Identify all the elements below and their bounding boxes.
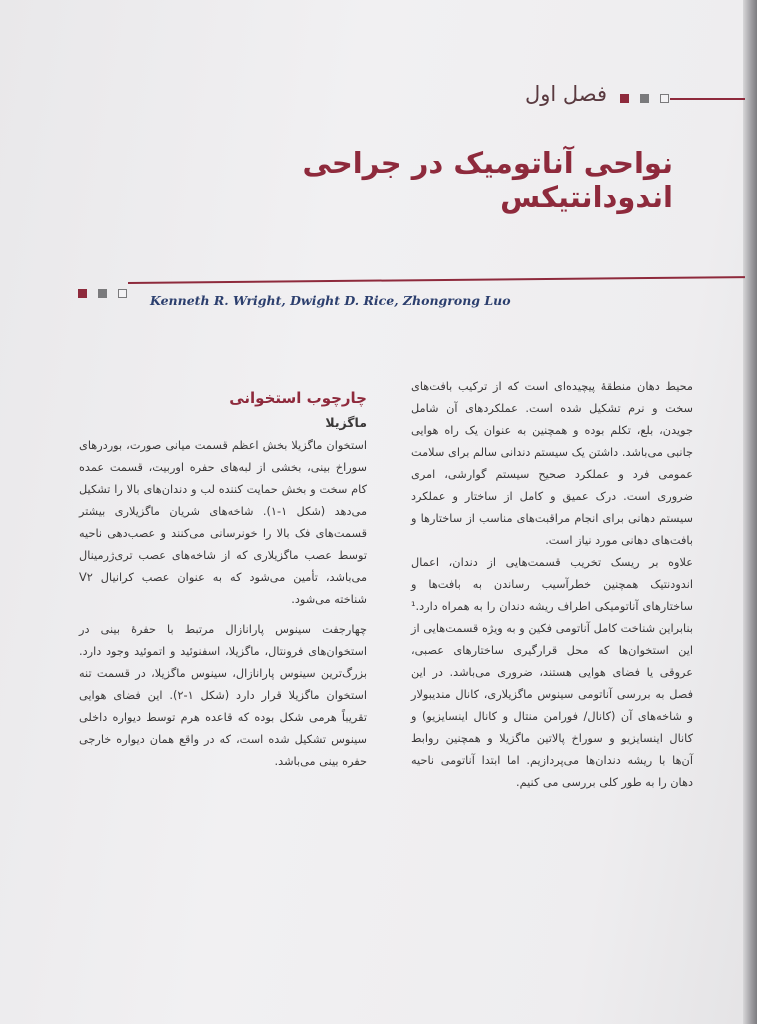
maxilla-paragraph-1: استخوان ماگزیلا بخش اعظم قسمت میانی صورت، بوردرهای سوراخ بینی، بخشی از لبه‌های حفره اوربیت، قسمت عمده کام سخت و بخش حمایت کننده لب و دندان‌های بالا را تشکیل می‌دهد (شکل ۱-۱). شاخه‌های شریان ماگزیلاری بیشتر قسمت‌های فک بالا را خونرسانی می‌کنند و عصب‌دهی ناحیه توسط عصب ماگزیلاری که از شاخه‌های عصب تری‌ژرمینال می‌باشد، تأمین می‌شود که به عنوان عصب کرانیال V۲ شناخته می‌شود. — [79, 439, 367, 606]
author-square-gray — [98, 289, 107, 298]
intro-paragraph-2: علاوه بر ریسک تخریب قسمت‌هایی از دندان، اعمال اندودنتیک همچنین خطرآسیب رساندن به بافت‌ها و ساختارهای آناتومیکی اطراف ریشه دندان را به همراه دارد.¹ بنابراین شناخت کامل آناتومی فکین و به ویژه قسمت‌هایی از این استخوان‌ها که محل قرارگیری ساختارهای عصبی، عروقی یا فضای هوایی هستند، ضروری می‌باشد. در این فصل به بررسی آناتومی سینوس ماگزیلاری، کانال مندیبولار و شاخه‌های آن (کانال/ فورامن منتال و کانال اینسایزیو) و کانال اینسایزیو و سوراخ پالاتین ماگزیلا و همچنین روابط آن‌ها با ریشه دندان‌ها می‌پردازیم. اما ابتدا آناتومی ناحیه دهان را به طور کلی بررسی می کنیم. — [411, 556, 693, 789]
authors-line: Kenneth R. Wright, Dwight D. Rice, Zhongrong Luo — [150, 293, 511, 308]
header-rule-top — [670, 98, 745, 100]
right-column — [411, 376, 693, 794]
chapter-label: فصل اول — [524, 82, 607, 106]
left-column — [79, 385, 367, 773]
author-square-red — [78, 289, 87, 298]
author-square-outline — [118, 289, 127, 298]
author-rule — [128, 276, 745, 284]
chapter-title: نواحی آناتومیک در جراحی اندودانتیکس — [302, 146, 673, 214]
maxilla-paragraph-2: چهارجفت سینوس پارانازال مرتبط با حفرهٔ بینی در استخوان‌های فرونتال، ماگزیلا، اسفنوئید و اتموئید وجود دارد. بزرگ‌ترین سینوس پارانازال، سینوس ماگزیلا، در قسمت تنه استخوان ماگزیلا قرار دارد (شکل ۱-۲). این فضای هوایی تقریباً هرمی شکل بوده که قاعده هرم توسط دیواره داخلی سینوس تشکیل شده است، که در واقع همان دیواره خارجی حفره بینی می‌باشد. — [79, 623, 367, 768]
page-edge — [743, 0, 757, 1024]
header-square-gray — [640, 94, 649, 103]
intro-paragraph-1: محیط دهان منطقهٔ پیچیده‌ای است که از ترکیب بافت‌های سخت و نرم تشکیل شده است. عملکردهای آن شامل جویدن، بلع، تکلم بوده و همچنین به عنوان یک راه هوایی جانبی می‌باشد. داشتن یک سیستم دندانی سالم برای سلامت عمومی فرد و عملکرد صحیح سیستم گوارشی، امری ضروری است. درک عمیق و کامل از ساختار و عملکرد سیستم دهانی برای انجام مراقبت‌های مناسب از ساختارها و بافت‌های دهانی مورد نیاز است. — [411, 380, 693, 547]
subsection-heading: ماگزیلا — [325, 415, 367, 430]
header-square-outline — [660, 94, 669, 103]
header-square-red — [620, 94, 629, 103]
section-heading: چارچوب استخوانی — [229, 389, 367, 407]
